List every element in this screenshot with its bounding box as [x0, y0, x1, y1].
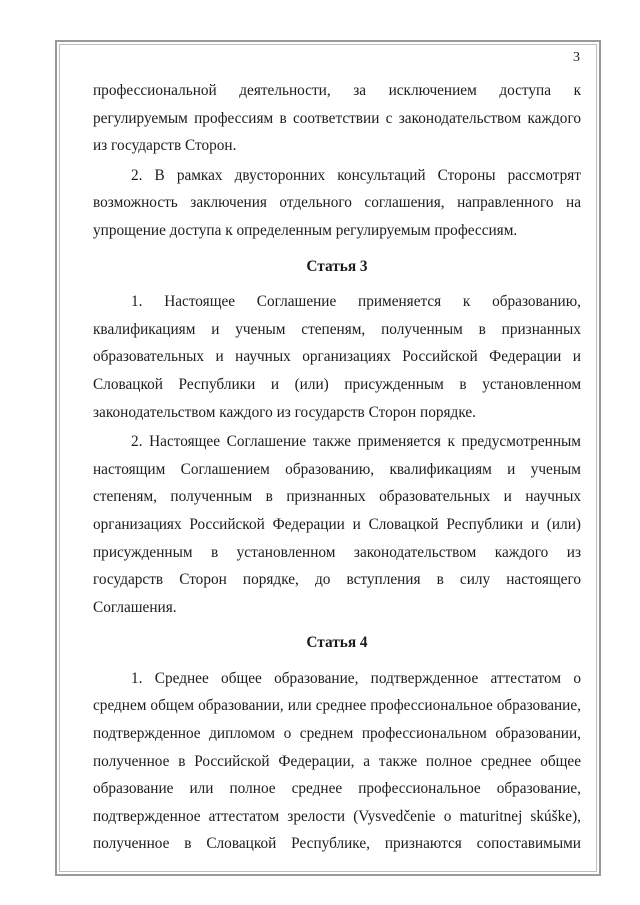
- paragraph-continuation: профессиональной деятельности, за исключением доступа к регулируемым профессиям в соответствии с законодательством каждого из государств Сторон.: [93, 82, 581, 155]
- paragraph-article3-item1: 1. Настоящее Соглашение применяется к образованию, квалификациям и ученым степеням, полученным в признанных образовательных и научных организациях Российской Федерации и Словацкой Республики и (или) присужденным в установленном законодательством каждого из государств Сторон порядке.: [93, 293, 581, 421]
- document-body: [93, 77, 581, 858]
- paragraph-article2-item2: 2. В рамках двусторонних консультаций Стороны рассмотрят возможность заключения отдельного соглашения, направленного на упрощение доступа к определенным регулируемым профессиям.: [93, 166, 581, 239]
- article-4-heading: Статья 4: [306, 634, 368, 652]
- paragraph-article3-item2: 2. Настоящее Соглашение также применяется к предусмотренным настоящим Соглашением образованию, квалификациям и ученым степеням, полученным в признанных образовательных и научных организациях Российской Федерации и Словацкой Республики и (или) присужденным в установленном законодательством каждого из государств Сторон порядке, до вступления в силу настоящего Соглашения.: [93, 433, 581, 616]
- paragraph-article4-item1: 1. Среднее общее образование, подтвержденное аттестатом о среднем общем образовании, или среднее профессиональное образование, подтвержденное дипломом о среднем профессиональном образовании, полученное в Российской Федерации, а также полное среднее общее образование или полное среднее профессиональное образование, подтвержденное аттестатом зрелости (Vysvedčenie o maturitnej skúške), полученное в Словацкой Республике, признаются сопоставимыми: [93, 669, 581, 853]
- page-number: 3: [573, 50, 580, 65]
- article-3-heading: Статья 3: [306, 257, 368, 275]
